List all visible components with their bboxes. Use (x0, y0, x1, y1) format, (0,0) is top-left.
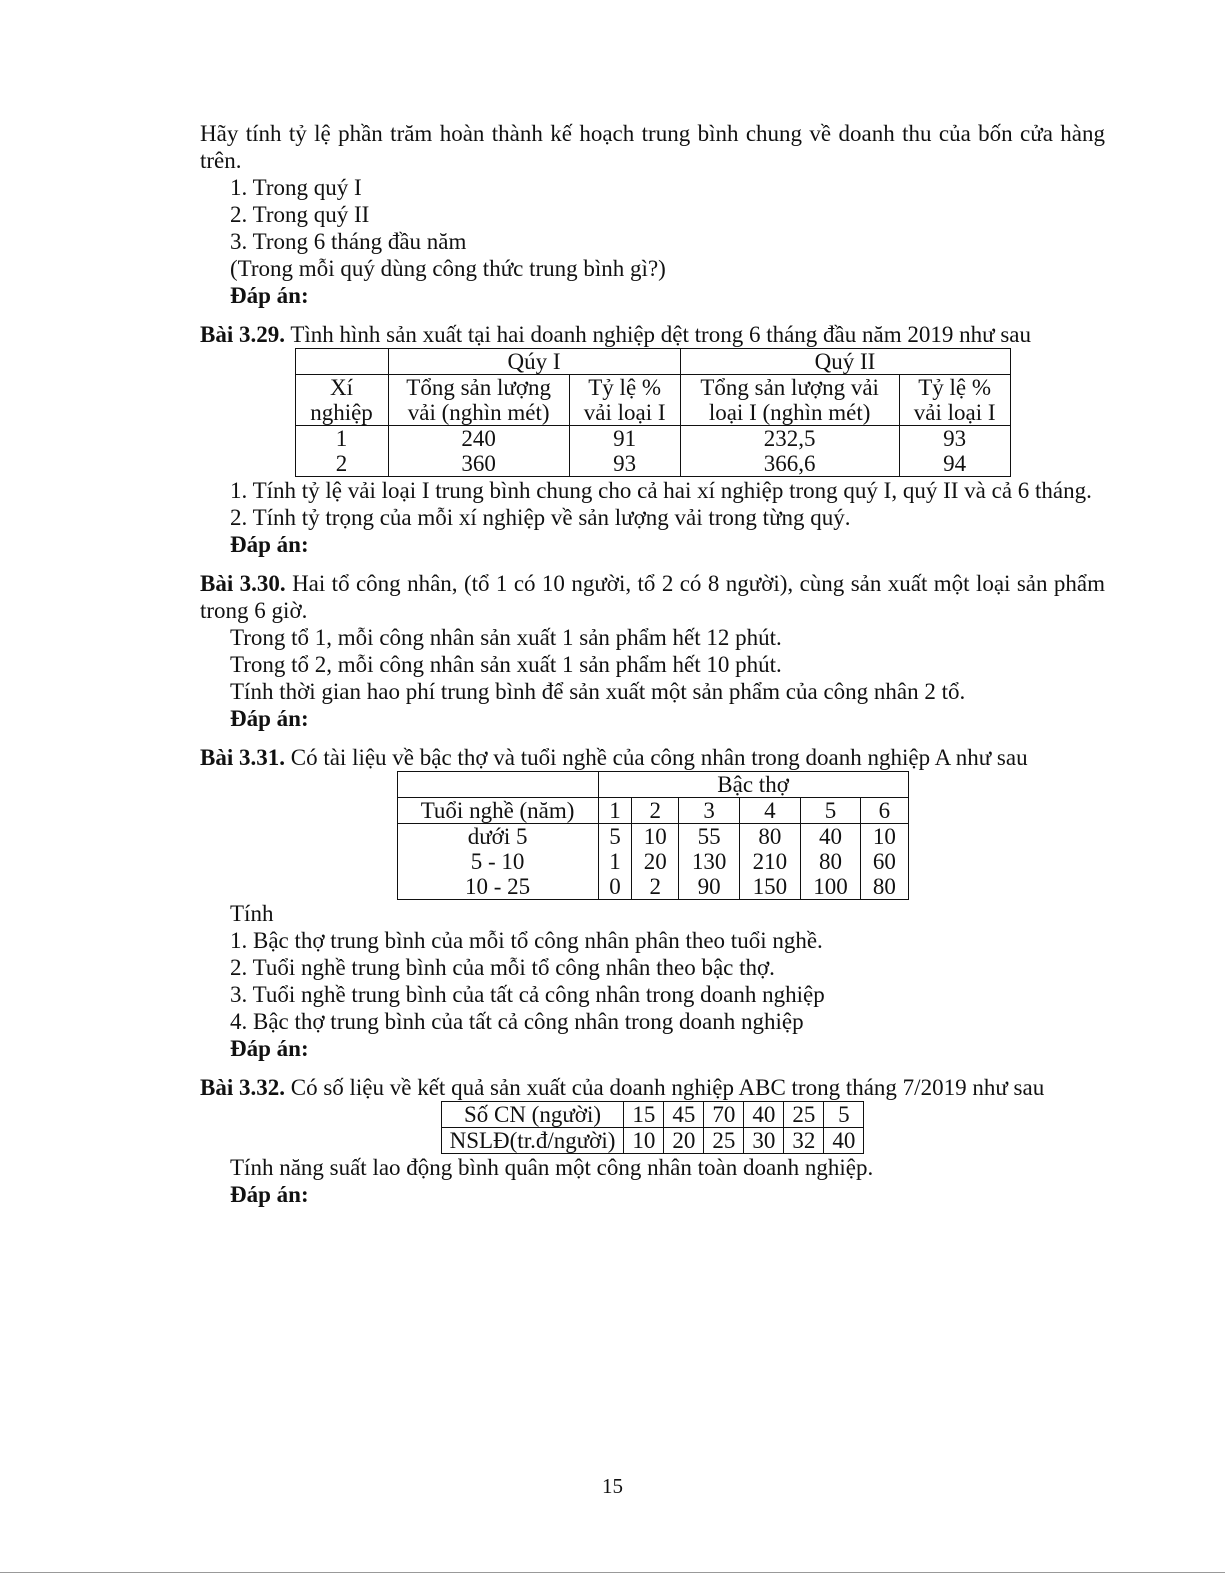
table-cell: 0 (598, 874, 632, 900)
line-3: Tính thời gian hao phí trung bình để sản xuất một sản phẩm của công nhân 2 tổ. (230, 679, 966, 704)
line-1: Trong tổ 1, mỗi công nhân sản xuất 1 sản phẩm hết 12 phút. (230, 625, 782, 650)
level-cell: 1 (598, 798, 632, 824)
table-cell: 20 (664, 1128, 704, 1154)
table-cell: 80 (861, 874, 908, 900)
table-cell: 60 (861, 849, 908, 874)
list-item: 1. Bậc thợ trung bình của mỗi tổ công nhân phân theo tuổi nghề. (230, 928, 823, 953)
table-cell: 40 (824, 1128, 864, 1154)
table-cell: 150 (739, 874, 800, 900)
table-cell: 30 (744, 1128, 784, 1154)
level-cell: 5 (800, 798, 861, 824)
exercise-label: Bài 3.30. (200, 571, 286, 596)
answer-label: Đáp án: (230, 283, 309, 308)
header-q2-pct: Tỷ lệ % (899, 375, 1010, 401)
header-q1-total-2: vải (nghìn mét) (388, 400, 569, 426)
table-skill-seniority (397, 771, 909, 900)
question-1: 1. Tính tỷ lệ vải loại I trung bình chung cho cả hai xí nghiệp trong quý I, quý II và cả 6 tháng. (230, 478, 1092, 503)
table-row (441, 1128, 864, 1154)
exercise-3-29 (200, 321, 1105, 348)
row-header: Số CN (người) (441, 1102, 624, 1128)
table-cell: 80 (739, 824, 800, 850)
table-row (397, 824, 908, 850)
intro-text: Hãy tính tỷ lệ phần trăm hoàn thành kế hoạch trung bình chung về doanh thu của bốn cửa hàng trên. (200, 121, 1105, 173)
table-row (397, 772, 908, 798)
table-cell: 5 (824, 1102, 864, 1128)
exercise-label: Bài 3.31. (200, 745, 285, 770)
exercise-label: Bài 3.32. (200, 1075, 285, 1100)
header-nghiep: nghiệp (295, 400, 388, 426)
table-row (397, 798, 908, 824)
table-cell: 10 (624, 1128, 664, 1154)
exercise-text: Hai tổ công nhân, (tổ 1 có 10 người, tổ 2 có 8 người), cùng sản xuất một loại sản phẩm trong 6 giờ. (200, 571, 1106, 623)
table-row (295, 349, 1010, 375)
header-q1-pct-2: vải loại I (569, 400, 680, 426)
answer-label: Đáp án: (230, 1182, 309, 1207)
list-item: 1. Trong quý I (230, 175, 362, 200)
level-cell: 6 (861, 798, 908, 824)
table-textile (295, 348, 1011, 477)
list-item: 2. Trong quý II (230, 202, 370, 227)
table-cell: 10 (861, 824, 908, 850)
table-row (295, 400, 1010, 426)
header-group: Bậc thợ (598, 772, 908, 798)
row-header: NSLĐ(tr.đ/người) (441, 1128, 624, 1154)
tinh-label: Tính (230, 901, 274, 926)
table-row (397, 849, 908, 874)
table-row (441, 1102, 864, 1128)
table-cell: 40 (800, 824, 861, 850)
table-cell: 20 (632, 849, 679, 874)
header-xi: Xí (295, 375, 388, 401)
table-cell: 94 (899, 451, 1010, 477)
table-cell: 10 (632, 824, 679, 850)
table-cell: 1 (295, 426, 388, 452)
table-cell: 45 (664, 1102, 704, 1128)
line-2: Trong tổ 2, mỗi công nhân sản xuất 1 sản phẩm hết 10 phút. (230, 652, 782, 677)
table-cell: 1 (598, 849, 632, 874)
header-q1: Qúy I (388, 349, 680, 375)
table-cell: 2 (295, 451, 388, 477)
page-number: 15 (602, 1474, 623, 1498)
table-cell: 5 (598, 824, 632, 850)
table-cell: dưới 5 (397, 824, 598, 850)
header-q2-total: Tổng sản lượng vải (680, 375, 899, 401)
question: Tính năng suất lao động bình quân một công nhân toàn doanh nghiệp. (230, 1155, 874, 1180)
level-cell: 4 (739, 798, 800, 824)
table-cell: 80 (800, 849, 861, 874)
table-cell: 93 (899, 426, 1010, 452)
table-cell: 210 (739, 849, 800, 874)
table-cell: 232,5 (680, 426, 899, 452)
header-q2: Quý II (680, 349, 1010, 375)
table-cell: 100 (800, 874, 861, 900)
list-item: (Trong mỗi quý dùng công thức trung bình gì?) (230, 256, 666, 281)
table-cell: 240 (388, 426, 569, 452)
table-cell: 93 (569, 451, 680, 477)
exercise-label: Bài 3.29. (200, 322, 285, 347)
page-content (200, 120, 1105, 1208)
table-cell: 90 (679, 874, 740, 900)
table-productivity (441, 1101, 865, 1154)
table-cell: 366,6 (680, 451, 899, 477)
question-2: 2. Tính tỷ trọng của mỗi xí nghiệp về sản lượng vải trong từng quý. (230, 505, 851, 530)
list-item: 2. Tuổi nghề trung bình của mỗi tổ công nhân theo bậc thợ. (230, 955, 775, 980)
header-q2-pct-2: vải loại I (899, 400, 1010, 426)
table-cell: 91 (569, 426, 680, 452)
table-cell: 5 - 10 (397, 849, 598, 874)
list-item: 4. Bậc thợ trung bình của tất cả công nhân trong doanh nghiệp (230, 1009, 804, 1034)
table-cell: 25 (784, 1102, 824, 1128)
row-header: Tuổi nghề (năm) (397, 798, 598, 824)
exercise-3-30 (200, 570, 1105, 624)
table-row (295, 426, 1010, 452)
header-q1-total: Tổng sản lượng (388, 375, 569, 401)
header-q2-total-2: loại I (nghìn mét) (680, 400, 899, 426)
table-row (295, 375, 1010, 401)
level-cell: 2 (632, 798, 679, 824)
exercise-3-31 (200, 744, 1105, 771)
table-row (397, 874, 908, 900)
table-cell: 55 (679, 824, 740, 850)
header-q1-pct: Tỷ lệ % (569, 375, 680, 401)
table-cell: 2 (632, 874, 679, 900)
table-row (295, 451, 1010, 477)
table-cell: 10 - 25 (397, 874, 598, 900)
table-cell: 25 (704, 1128, 744, 1154)
answer-label: Đáp án: (230, 1036, 309, 1061)
table-cell: 32 (784, 1128, 824, 1154)
exercise-text: Có tài liệu về bậc thợ và tuổi nghề của công nhân trong doanh nghiệp A như sau (290, 745, 1028, 770)
exercise-3-32 (200, 1074, 1105, 1101)
exercise-text: Có số liệu về kết quả sản xuất của doanh nghiệp ABC trong tháng 7/2019 như sau (290, 1075, 1045, 1100)
table-cell: 70 (704, 1102, 744, 1128)
table-cell: 130 (679, 849, 740, 874)
list-item: 3. Trong 6 tháng đầu năm (230, 229, 467, 254)
table-cell: 40 (744, 1102, 784, 1128)
exercise-text: Tình hình sản xuất tại hai doanh nghiệp dệt trong 6 tháng đầu năm 2019 như sau (290, 322, 1031, 347)
table-cell: 15 (624, 1102, 664, 1128)
footer-divider (0, 1572, 1225, 1573)
answer-label: Đáp án: (230, 532, 309, 557)
list-item: 3. Tuổi nghề trung bình của tất cả công nhân trong doanh nghiệp (230, 982, 825, 1007)
level-cell: 3 (679, 798, 740, 824)
table-cell: 360 (388, 451, 569, 477)
answer-label: Đáp án: (230, 706, 309, 731)
